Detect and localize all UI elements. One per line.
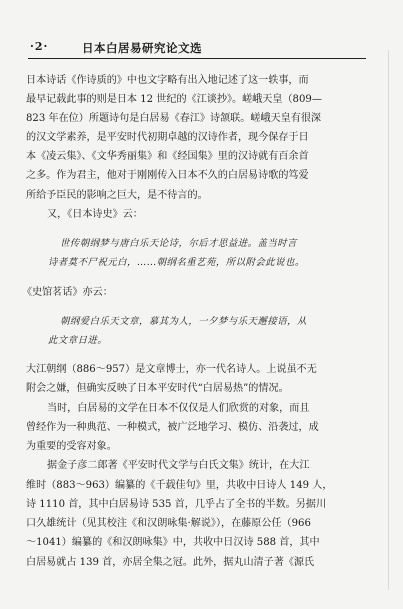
text-line: 之多。作为君主，他对于刚刚传入日本不久的白居易诗歌的笃爱 [26,170,309,181]
block-quote-line: 诗者莫不尸祝元白，……朝纲名重艺苑，所以附会此说也。 [48,257,305,268]
block-quote-line: 世传朝纲梦与唐白乐天论诗，尔后才思益进。盖当时言 [60,238,298,249]
text-line-indented: 当时，白居易的文学在日本不仅仅是人们欣赏的对象，而且 [47,403,310,414]
text-line: 本《凌云集》、《文华秀丽集》和《经国集》里的汉诗就有百余首 [26,151,309,162]
page-edge [388,50,399,590]
text-line: 口久雄统计（见其校注《和汉朗咏集·解说》），在藤原公任（966 [26,518,311,529]
text-line: 曾经作为一种典范、一种模式，被广泛地学习、模仿、沿袭过，成 [26,422,319,433]
text-line: ～1041）编纂的《和汉朗咏集》中，共收中日汉诗 588 首，其中 [26,537,320,548]
text-line: 日本诗话《作诗质的》中也文字略有出入地记述了这一轶事，而 [26,75,309,86]
text-line: 《史馆茗话》亦云： [22,287,113,298]
block-quote-line: 此文章日进。 [48,335,108,346]
running-header [30,40,365,56]
text-line-indented: 又，《日本诗史》云： [47,209,143,220]
text-line: 最早记载此事的则是日本 12 世纪的《江谈抄》。嵯峨天皇（809— [26,94,322,105]
text-line: 823 年在位）所题诗句是白居易《春江》诗颔联。嵯峨天皇有很深 [26,113,322,124]
text-line: 维时（883～963）编纂的《千载佳句》里，共收中日诗人 149 人， [26,480,333,491]
text-line: 的汉文学素养，是平安时代初期卓越的汉诗作者，现今保存于日 [26,132,309,143]
text-line: 附会之嫌，但确实反映了日本平安时代“白居易热”的情况。 [26,383,289,394]
header-rule [28,58,366,59]
text-line: 所给予臣民的影响之巨大，是不待言的。 [26,190,208,201]
text-line: 为重要的受容对象。 [26,441,117,452]
text-line: 大江朝纲（886～957）是文章博士，亦一代名诗人。上说虽不无 [26,364,317,375]
text-line: 白居易就占 139 首，亦居全集之冠。此外，据丸山清子著《源氏 [26,557,315,568]
book-title: 日本白居易研究论文选 [82,41,202,55]
page-number: ·2· [30,40,49,53]
block-quote-line: 朝纲爱白乐天文章，慕其为人，一夕梦与乐天邂接语，从 [60,316,307,327]
text-line: 诗 1110 首，其中白居易诗 535 首，几乎占了全书的半数。另据川 [26,499,327,510]
text-line-indented: 据金子彦二郎著《平安时代文学与白氏文集》统计，在大江 [47,460,310,471]
